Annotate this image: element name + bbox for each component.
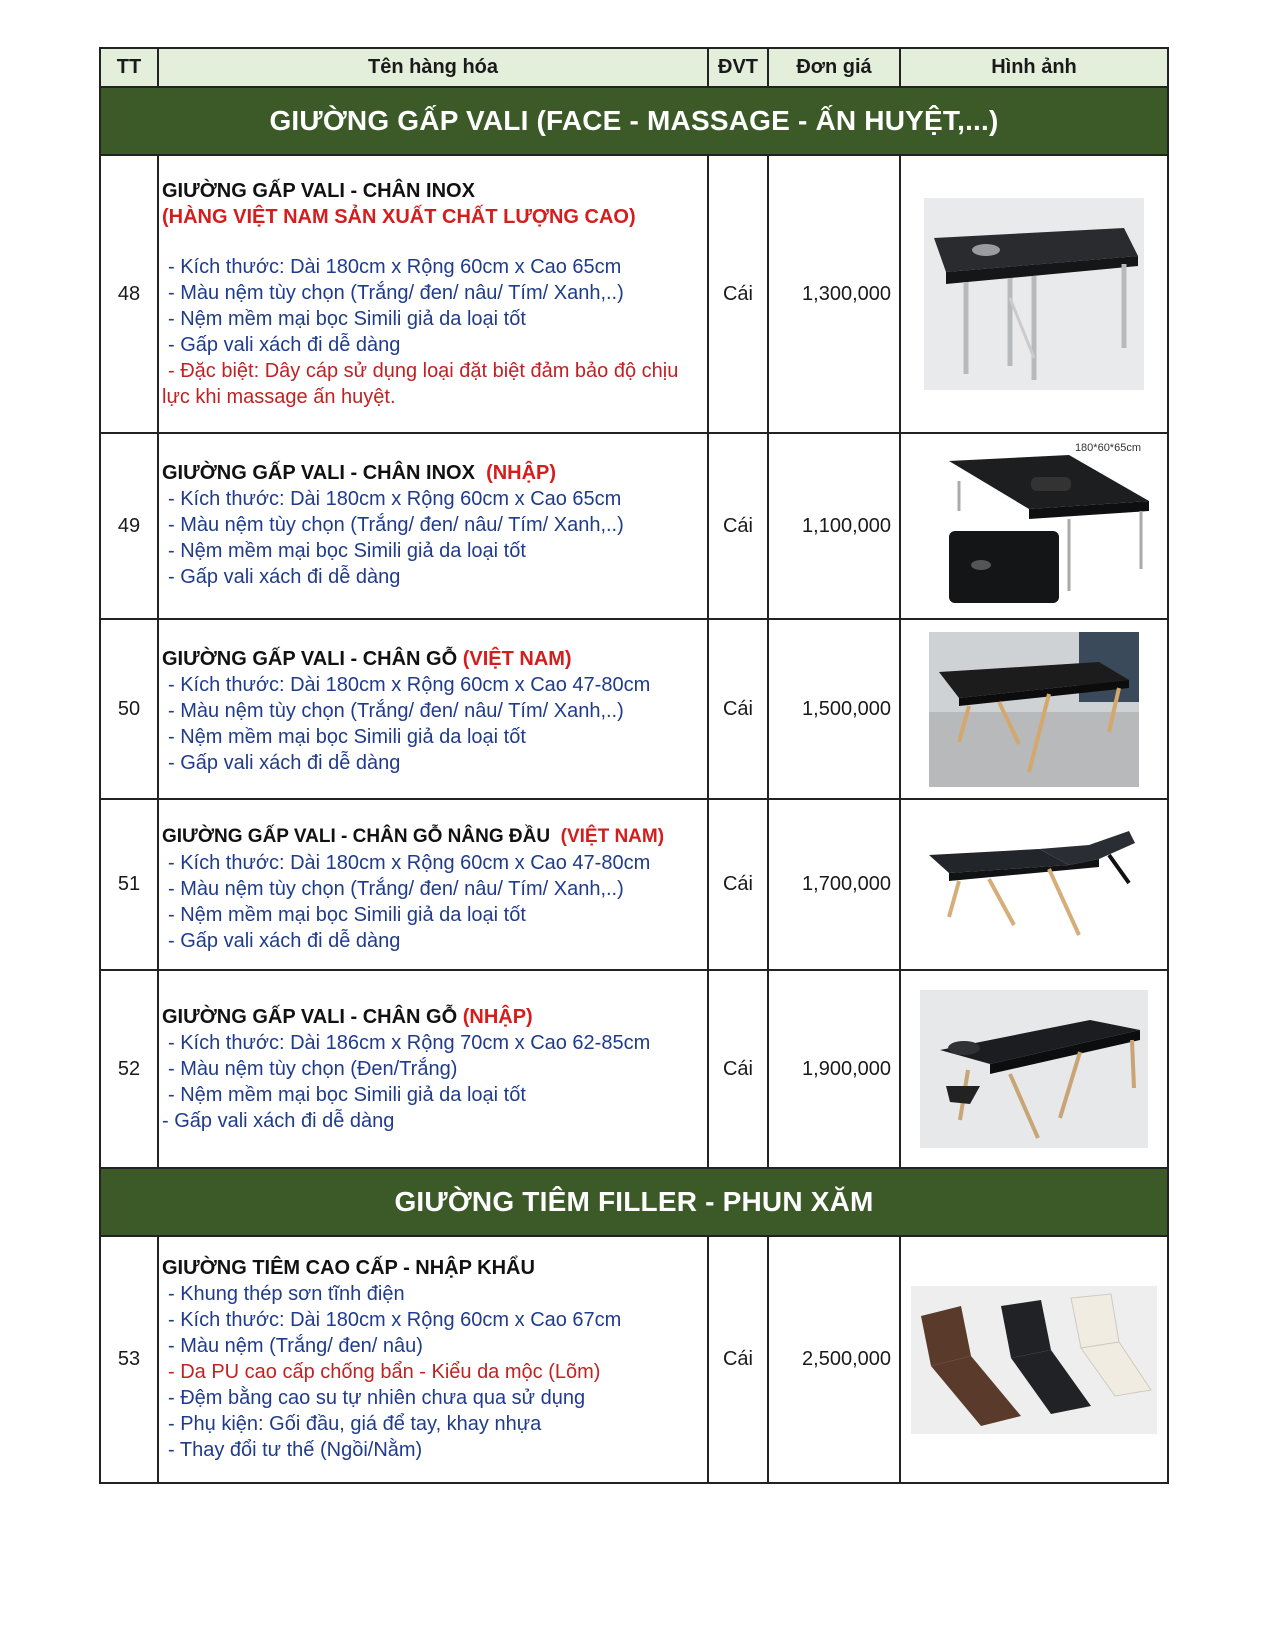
image-dimension-label: 180*60*65cm [1074,442,1141,454]
row-image [900,155,1168,433]
spec-line: - Màu nệm tùy chọn (Trắng/ đen/ nâu/ Tím/ Xanh,..) [168,282,624,304]
row-unit: Cái [708,1236,768,1483]
spec-line: - Nệm mềm mại bọc Simili giả da loại tốt [168,540,526,562]
row-tt: 48 [100,155,158,433]
row-image [900,433,1168,619]
spec-line: - Kích thước: Dài 180cm x Rộng 60cm x Cao 67cm [168,1309,622,1331]
price-table [99,47,1169,1484]
header-unit: ĐVT [708,48,768,87]
product-name: GIƯỜNG GẤP VALI - CHÂN GỖ NÂNG ĐẦU [162,826,551,847]
spec-line: - Nệm mềm mại bọc Simili giả da loại tốt [168,308,526,330]
spec-line: - Da PU cao cấp chống bẩn - Kiểu da mộc (Lõm) [168,1361,601,1383]
header-price: Đơn giá [768,48,900,87]
row-image [900,1236,1168,1483]
row-tt: 49 [100,433,158,619]
row-description [158,433,708,619]
spec-line: - Kích thước: Dài 180cm x Rộng 60cm x Cao 47-80cm [168,674,651,696]
row-unit: Cái [708,970,768,1168]
row-description [158,619,708,799]
massage-bed-image [924,198,1144,390]
filler-chairs-image [911,1286,1157,1434]
spec-line: - Kích thước: Dài 180cm x Rộng 60cm x Cao 65cm [168,488,622,510]
product-title [162,1255,701,1281]
spec-line: - Kích thước: Dài 180cm x Rộng 60cm x Cao 65cm [168,256,622,278]
product-name: GIƯỜNG GẤP VALI - CHÂN INOX [162,462,475,484]
spec-line: - Gấp vali xách đi dễ dàng [168,334,401,356]
table-row [100,799,1168,970]
row-unit: Cái [708,619,768,799]
spec-line: - Màu nệm (Trắng/ đen/ nâu) [168,1335,423,1357]
row-price: 2,500,000 [768,1236,900,1483]
row-image [900,799,1168,970]
spec-line: - Kích thước: Dài 186cm x Rộng 70cm x Cao 62-85cm [168,1032,651,1054]
spec-line: - Thay đổi tư thế (Ngồi/Nằm) [168,1439,423,1461]
product-name: GIƯỜNG GẤP VALI - CHÂN GỖ [162,648,458,670]
row-tt: 52 [100,970,158,1168]
row-description [158,970,708,1168]
header-tt: TT [100,48,158,87]
folding-bed-image [919,441,1149,611]
spec-line: - Phụ kiện: Gối đầu, giá để tay, khay nhựa [168,1413,542,1435]
spec-line: - Gấp vali xách đi dễ dàng [168,930,401,952]
spec-line: - Nệm mềm mại bọc Simili giả da loại tốt [168,904,526,926]
row-price: 1,300,000 [768,155,900,433]
product-title [162,824,701,850]
row-tt: 51 [100,799,158,970]
spec-line: - Màu nệm tùy chọn (Trắng/ đen/ nâu/ Tím/ Xanh,..) [168,514,624,536]
table-row [100,970,1168,1168]
product-name: GIƯỜNG GẤP VALI - CHÂN INOX [162,180,475,202]
table-row [100,619,1168,799]
spec-line: - Gấp vali xách đi dễ dàng [162,1110,395,1132]
header-image: Hình ảnh [900,48,1168,87]
table-header [100,48,1168,87]
spec-line: - Màu nệm tùy chọn (Trắng/ đen/ nâu/ Tím/ Xanh,..) [168,878,624,900]
product-title [162,460,701,486]
row-price: 1,100,000 [768,433,900,619]
product-title [162,178,701,204]
section-title: GIƯỜNG TIÊM FILLER - PHUN XĂM [100,1168,1168,1236]
row-image [900,970,1168,1168]
product-tag: (VIỆT NAM) [462,648,572,670]
table-row [100,155,1168,433]
spec-line: - Đệm bằng cao su tự nhiên chưa qua sử dụng [168,1387,586,1409]
imported-wood-bed-image [920,990,1148,1148]
row-image [900,619,1168,799]
spec-line: - Nệm mềm mại bọc Simili giả da loại tốt [168,726,526,748]
table-row [100,1236,1168,1483]
row-price: 1,700,000 [768,799,900,970]
section-filler-bed [100,1168,1168,1236]
spec-line: - Kích thước: Dài 180cm x Rộng 60cm x Cao 47-80cm [168,852,651,874]
spec-line: lực khi massage ấn huyệt. [162,386,396,408]
row-unit: Cái [708,799,768,970]
table-row [100,433,1168,619]
product-title [162,646,701,672]
row-unit: Cái [708,433,768,619]
spec-line: - Nệm mềm mại bọc Simili giả da loại tốt [168,1084,526,1106]
wooden-bed-image [929,632,1139,787]
product-subtitle: (HÀNG VIỆT NAM SẢN XUẤT CHẤT LƯỢNG CAO) [162,206,636,228]
row-price: 1,500,000 [768,619,900,799]
row-unit: Cái [708,155,768,433]
reclining-bed-image [929,825,1139,945]
row-description [158,1236,708,1483]
product-name: GIƯỜNG TIÊM CAO CẤP - NHẬP KHẨU [162,1257,535,1279]
product-title [162,1004,701,1030]
spec-line: - Đặc biệt: Dây cáp sử dụng loại đặt biệt đảm bảo độ chịu [168,360,679,382]
section-folding-bed [100,87,1168,155]
row-price: 1,900,000 [768,970,900,1168]
row-description [158,155,708,433]
header-name: Tên hàng hóa [158,48,708,87]
row-tt: 53 [100,1236,158,1483]
section-title: GIƯỜNG GẤP VALI (FACE - MASSAGE - ẤN HUYỆT,...) [100,87,1168,155]
product-tag: (NHẬP) [486,462,557,484]
spec-line: - Gấp vali xách đi dễ dàng [168,566,401,588]
spec-line: - Màu nệm tùy chọn (Trắng/ đen/ nâu/ Tím/ Xanh,..) [168,700,624,722]
product-tag: (VIỆT NAM) [560,826,665,847]
product-name: GIƯỜNG GẤP VALI - CHÂN GỖ [162,1006,458,1028]
spec-line: - Màu nệm tùy chọn (Đen/Trắng) [168,1058,458,1080]
row-tt: 50 [100,619,158,799]
spec-line: - Khung thép sơn tĩnh điện [168,1283,405,1305]
product-tag: (NHẬP) [462,1006,533,1028]
spec-line: - Gấp vali xách đi dễ dàng [168,752,401,774]
row-description [158,799,708,970]
